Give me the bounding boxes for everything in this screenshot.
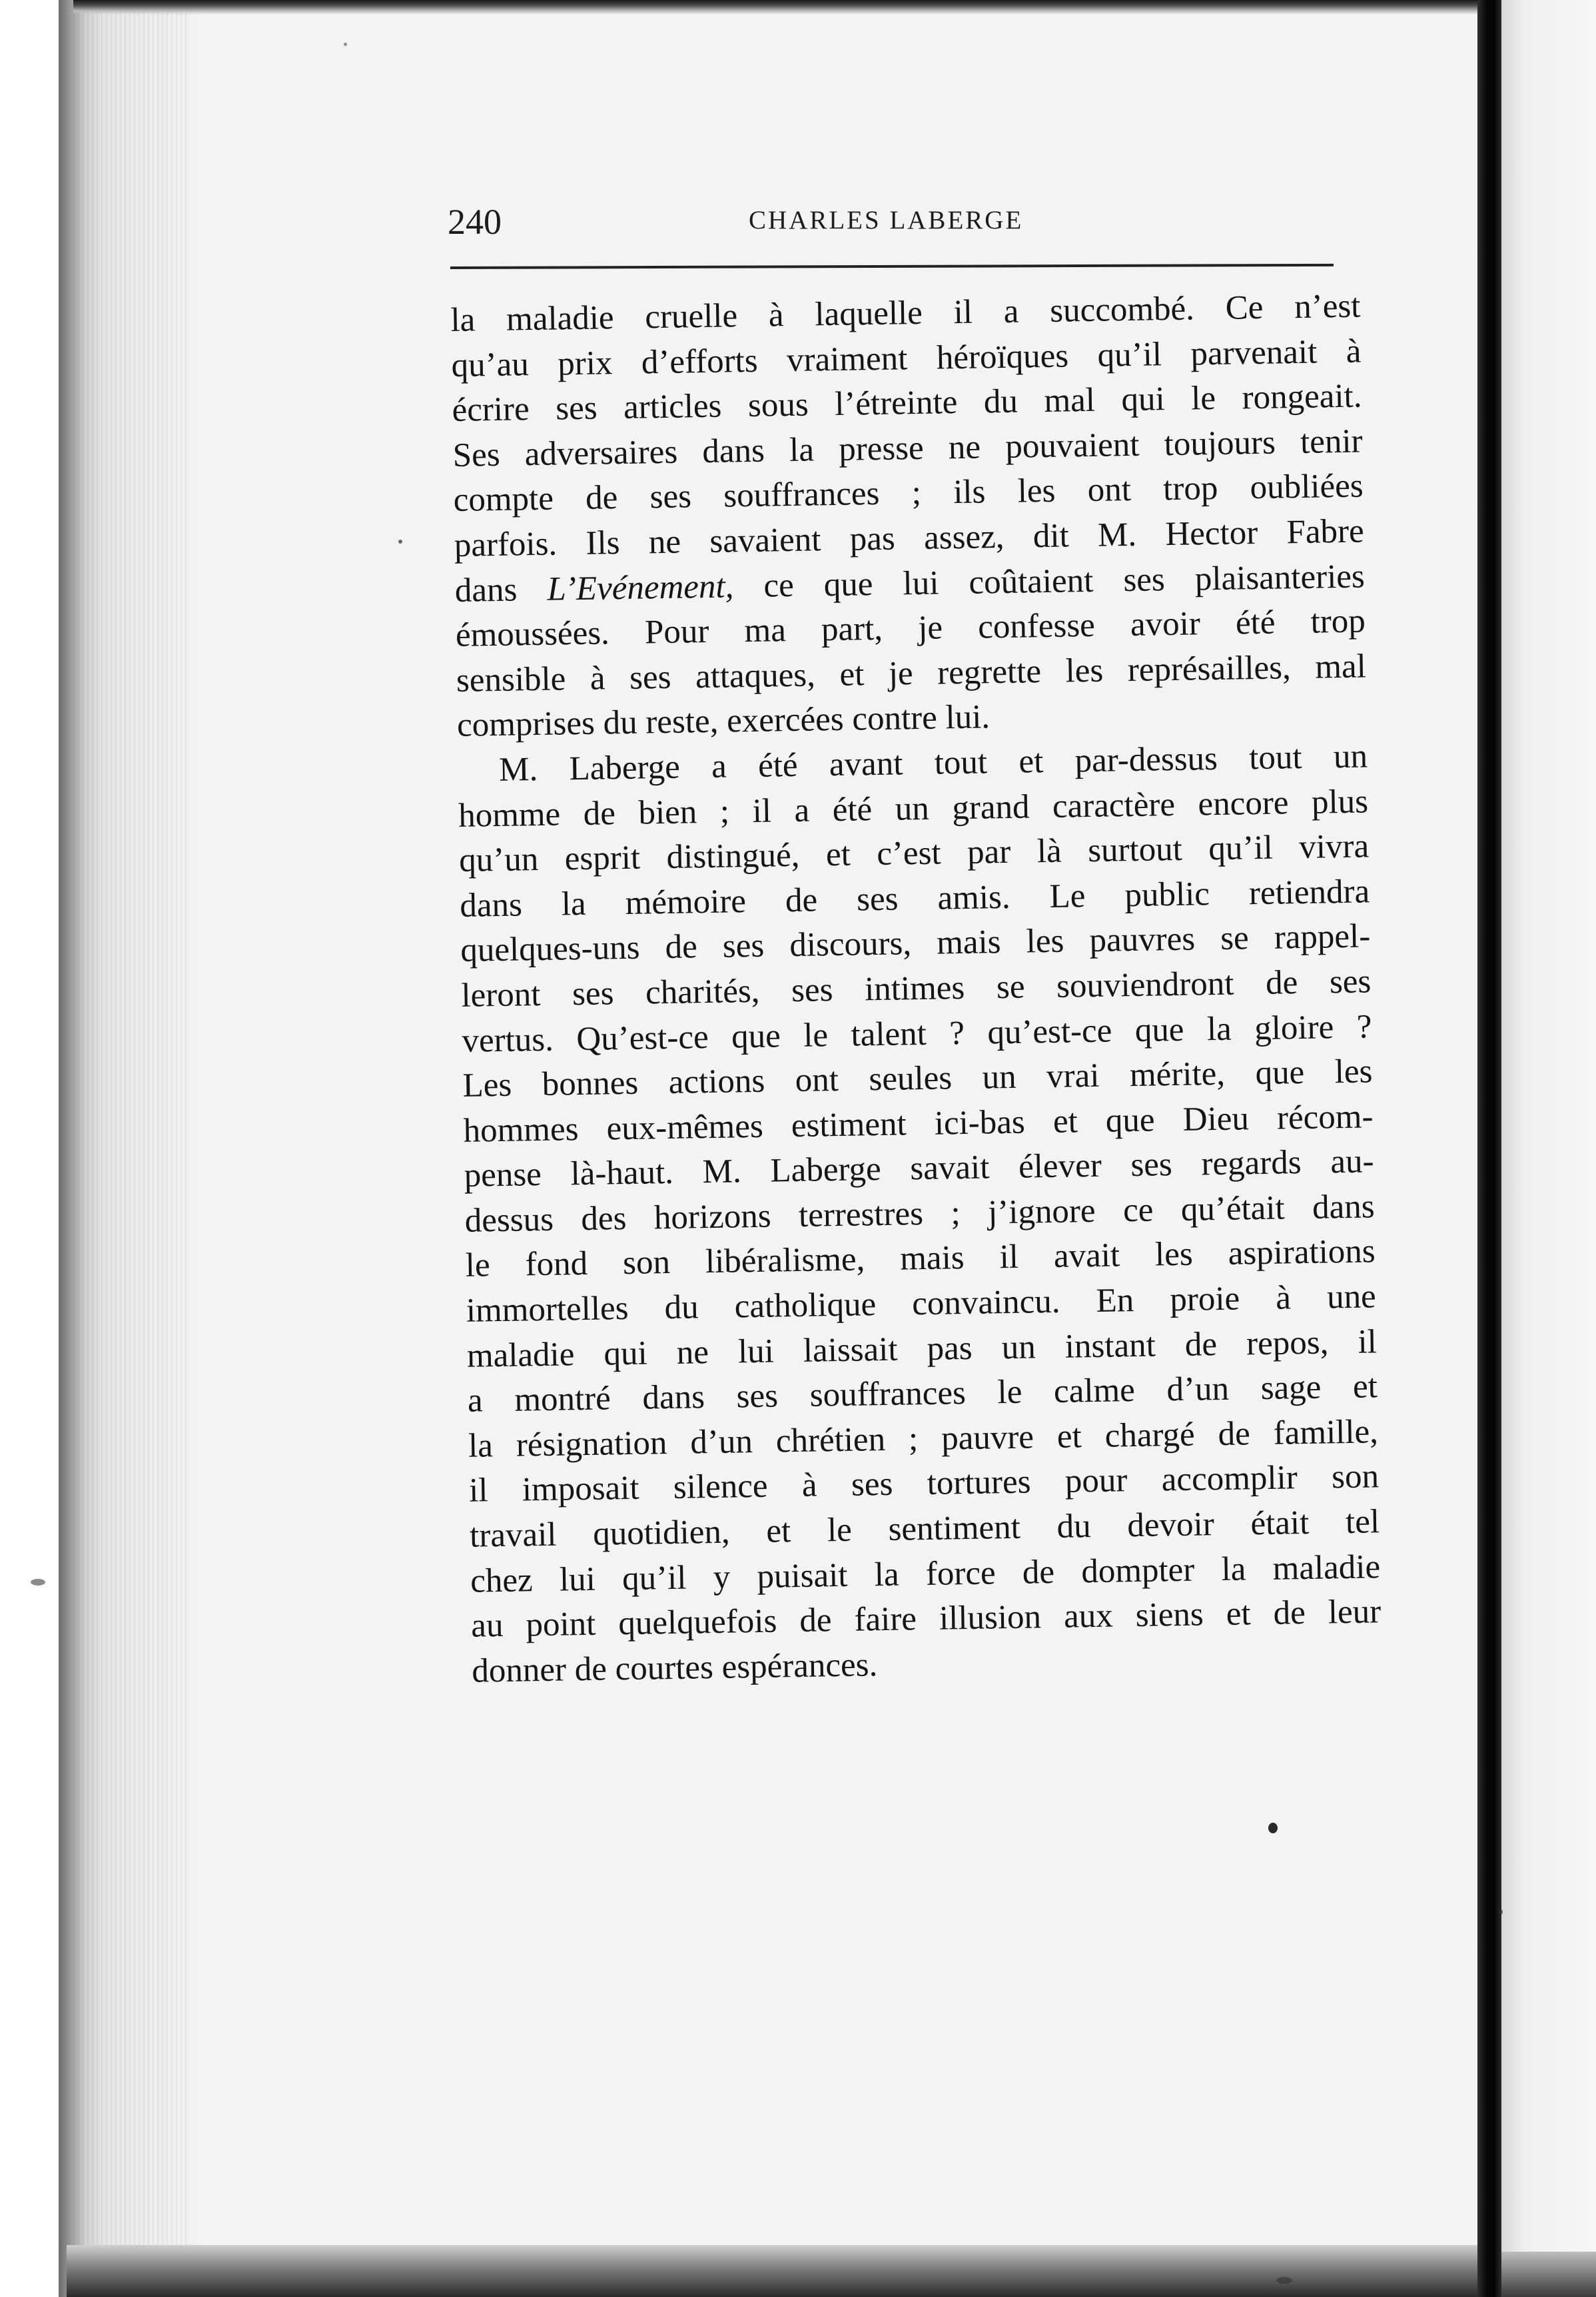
text-line: Ses adversaires dans la presse ne pouvaient toujours tenir	[452, 422, 1363, 474]
text-line: travail quotidien, et le sentiment du devoir était tel	[469, 1503, 1380, 1555]
text-line: émoussées. Pour ma part, je confesse avoir été trop	[455, 602, 1366, 655]
text-line: homme de bien ; il a été un grand caractère encore plus	[458, 782, 1369, 835]
ink-speck	[1499, 1909, 1503, 1915]
text-line: Les bonnes actions ont seules un vrai mérite, que les	[462, 1053, 1373, 1105]
text-line: compte de ses souffrances ; ils les ont trop oubliées	[453, 467, 1364, 520]
text-line: leront ses charités, ses intimes se souviendront de ses	[461, 963, 1372, 1015]
text-line: maladie qui ne lui laissait pas un instant de repos, il	[466, 1323, 1378, 1375]
bottom-shadow	[67, 2245, 1499, 2297]
text-line: chez lui qu’il y puisait la force de dompter la maladie	[470, 1548, 1381, 1600]
paragraph-2	[458, 734, 1382, 1694]
page-number: 240	[448, 202, 502, 242]
text-line: comprises du reste, exercées contre lui.	[456, 698, 991, 745]
newspaper-title: L’Evénement,	[547, 567, 734, 608]
ink-speck	[398, 540, 402, 544]
ink-speck	[344, 43, 347, 46]
text-line: au point quelquefois de faire illusion aux siens et de leur	[470, 1593, 1382, 1645]
book-page-edge-lines	[73, 0, 187, 2297]
text-line: dans la mémoire de ses amis. Le public retiendra	[459, 873, 1370, 925]
facing-page-shadow	[1501, 2252, 1596, 2297]
text-line: donner de courtes espérances.	[471, 1645, 878, 1690]
text-line: immortelles du catholique convaincu. En proie à une	[466, 1278, 1377, 1330]
paragraph-1	[450, 284, 1367, 749]
facing-page	[1501, 0, 1596, 2297]
running-head: CHARLES LABERGE	[749, 206, 1024, 234]
top-shadow	[73, 0, 1499, 15]
text-line: qu’au prix d’efforts vraiment héroïques qu’il parvenait à	[451, 332, 1362, 384]
text-line: parfois. Ils ne savaient pas assez, dit M. Hector Fabre	[454, 512, 1365, 564]
text-line: sensible à ses attaques, et je regrette les représailles, mal	[456, 648, 1367, 699]
text-line: il imposait silence à ses tortures pour accomplir son	[468, 1458, 1380, 1510]
book-gutter	[1477, 0, 1501, 2297]
text-line: le fond son libéralisme, mais il avait les aspirations	[465, 1232, 1376, 1285]
text-line: M. Laberge a été avant tout et par-dessus tout un	[498, 737, 1368, 789]
body-text	[450, 284, 1382, 1695]
ink-speck	[1276, 2277, 1292, 2284]
text-fragment: dans	[454, 570, 548, 610]
ink-speck	[1268, 1823, 1278, 1833]
text-line: hommes eux-mêmes estiment ici-bas et que Dieu récom-	[463, 1098, 1374, 1150]
ink-speck	[31, 1579, 45, 1586]
text-line: écrire ses articles sous l’étreinte du mal qui le rongeait.	[452, 377, 1362, 430]
text-line: dessus des horizons terrestres ; j’ignore ce qu’était dans	[464, 1188, 1376, 1240]
text-line: a montré dans ses souffrances le calme d’un sage et	[467, 1368, 1378, 1420]
text-line: la maladie cruelle à laquelle il a succombé. Ce n’est	[450, 287, 1361, 339]
text-line: pense là-haut. M. Laberge savait élever ses regards au-	[464, 1143, 1374, 1195]
text-line: quelques-uns de ses discours, mais les pauvres se rappel-	[460, 917, 1371, 970]
text-line: vertus. Qu’est-ce que le talent ? qu’est-ce que la gloire ?	[462, 1007, 1372, 1060]
text-line: qu’un esprit distingué, et c’est par là surtout qu’il vivra	[458, 827, 1370, 880]
text-fragment: ce que lui coûtaient ses plaisanteries	[733, 558, 1366, 605]
text-line: la résignation d’un chrétien ; pauvre et chargé de famille,	[468, 1413, 1379, 1465]
